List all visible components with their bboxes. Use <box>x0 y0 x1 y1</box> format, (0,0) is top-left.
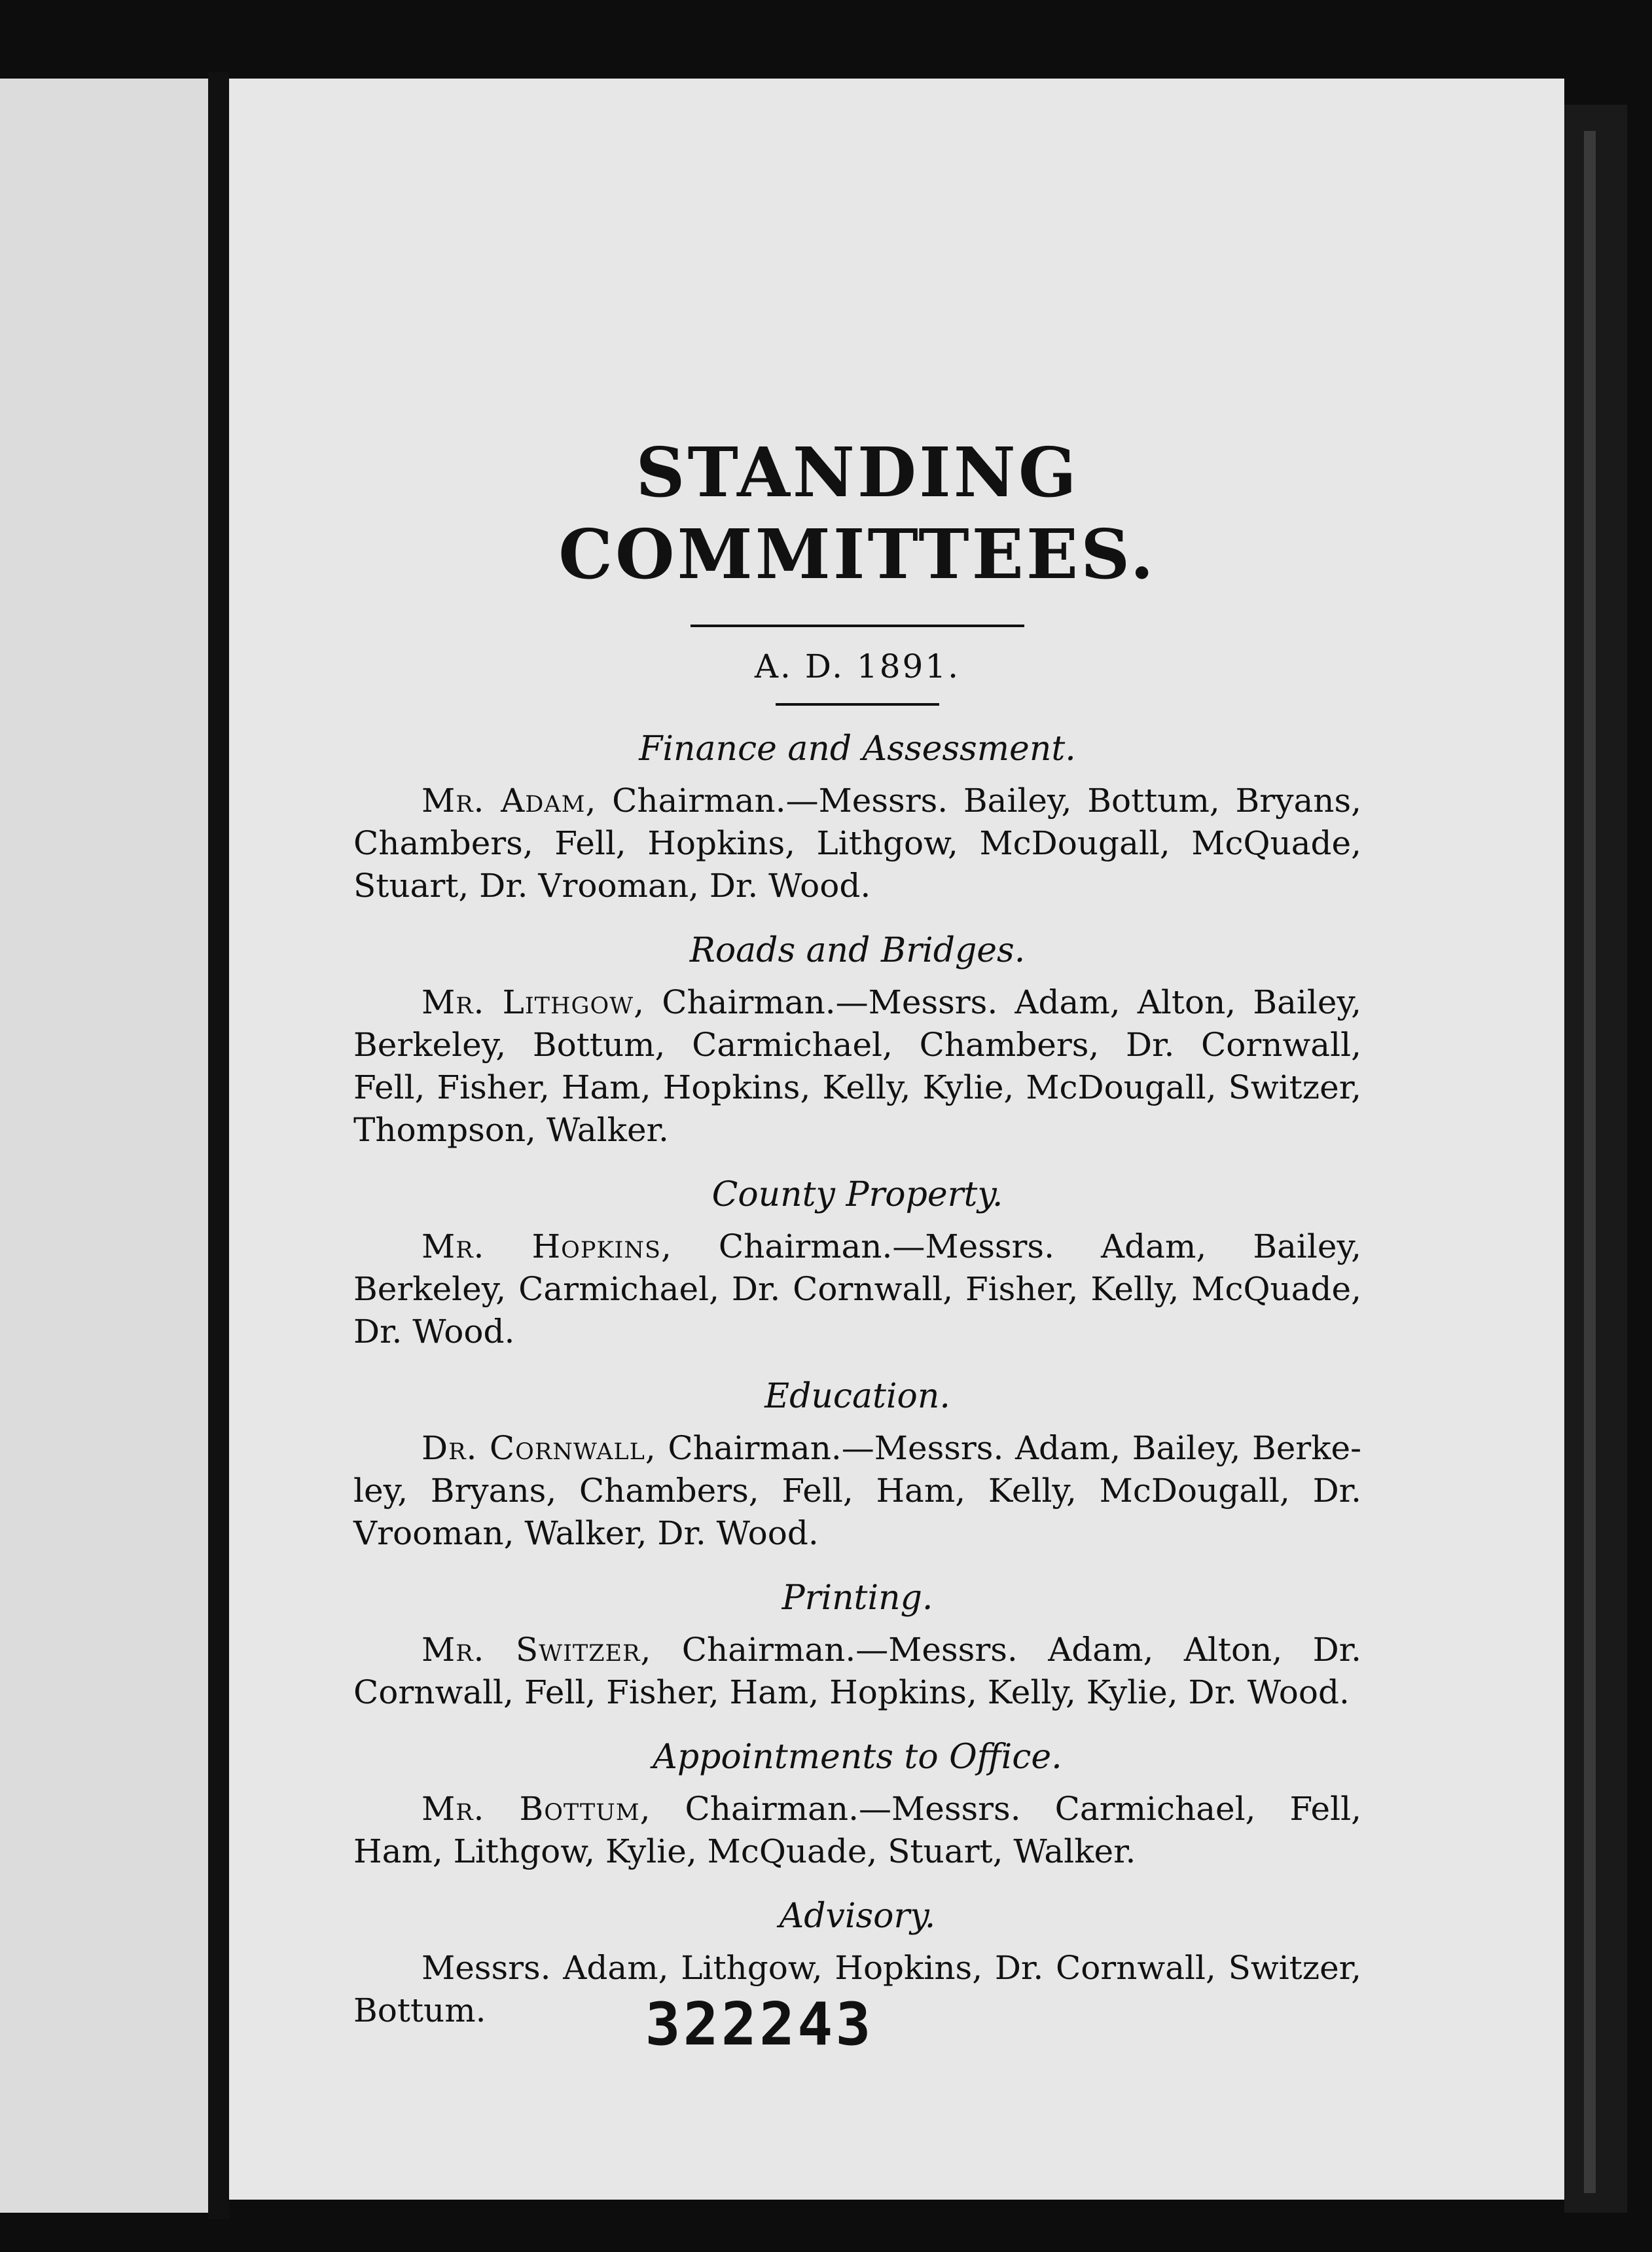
committee-county-property <box>353 1174 1361 1353</box>
committee-members <box>353 981 1361 1152</box>
committee-roads <box>353 930 1361 1152</box>
committee-members <box>353 1427 1361 1555</box>
chairman-name: Mr. Switzer, <box>422 1630 652 1669</box>
committee-heading: Finance and Assessment. <box>639 729 1076 769</box>
book-edge <box>1584 131 1596 2193</box>
page-title: STANDING COMMITTEES. <box>558 432 1157 594</box>
member-list: Chairman.—Messrs. Carmichael, Fell, Ham, Lithgow, Kylie, McQuade, Stuart, Walker. <box>353 1789 1361 1870</box>
catalog-stamp-number: 322243 <box>645 1990 874 2059</box>
chairman-name: Mr. Bottum, <box>422 1789 651 1828</box>
committee-printing <box>353 1577 1361 1714</box>
member-list: Chairman.—Messrs. Adam, Bailey, Berkeley, Bryans, Chambers, Fell, Ham, Kelly, McDougall, Dr. Vrooman, Walker, Dr. Wood. <box>353 1428 1361 1552</box>
chairman-name: Mr. Lithgow, <box>422 983 645 1021</box>
member-list: Chairman.—Messrs. Bailey, Bottum, Bryans, Chambers, Fell, Hopkins, Lithgow, McDougall, McQuade, Stuart, Dr. Vrooman, Dr. Wood. <box>353 781 1362 905</box>
year-rule <box>776 703 939 706</box>
committee-members <box>353 1629 1361 1714</box>
committee-members <box>353 1226 1361 1353</box>
committee-finance <box>353 728 1361 907</box>
committee-heading: Advisory. <box>779 1896 936 1936</box>
binding-gutter <box>208 72 229 2219</box>
title-rule <box>691 625 1024 627</box>
committee-heading: Printing. <box>781 1578 933 1618</box>
page-edge-shadow <box>1564 105 1627 2213</box>
member-list: Messrs. Adam, Lithgow, Hopkins, Dr. Cornwall, Switzer, Bottum. <box>353 1948 1361 2029</box>
committee-heading: County Property. <box>711 1174 1003 1214</box>
year-line: A. D. 1891. <box>754 647 961 685</box>
chairman-name: Mr. Adam, <box>422 781 597 820</box>
committee-appointments <box>353 1736 1361 1873</box>
document-content <box>353 432 1361 2032</box>
facing-page-edge <box>0 79 208 2213</box>
committee-members <box>353 1788 1361 1873</box>
committee-members <box>353 780 1361 907</box>
committee-heading: Education. <box>764 1376 950 1416</box>
committee-heading: Appointments to Office. <box>653 1737 1062 1777</box>
member-list: Chairman.—Messrs. Adam, Bailey, Berkeley, Carmichael, Dr. Cornwall, Fisher, Kelly, McQuade, Dr. Wood. <box>353 1227 1361 1351</box>
chairman-name: Mr. Hopkins, <box>422 1227 672 1265</box>
committee-heading: Roads and Bridges. <box>689 930 1026 970</box>
member-list: Chairman.—Messrs. Adam, Alton, Dr. Cornwall, Fell, Fisher, Ham, Hopkins, Kelly, Kylie, Dr. Wood. <box>353 1630 1361 1711</box>
member-list: Chairman.—Messrs. Adam, Alton, Bailey, Berkeley, Bottum, Carmichael, Chambers, Dr. Cornwall, Fell, Fisher, Ham, Hopkins, Kelly, Kylie, McDougall, Switzer, Thompson, Walker. <box>353 983 1361 1149</box>
committee-education <box>353 1375 1361 1555</box>
chairman-name: Dr. Cornwall, <box>422 1428 656 1467</box>
